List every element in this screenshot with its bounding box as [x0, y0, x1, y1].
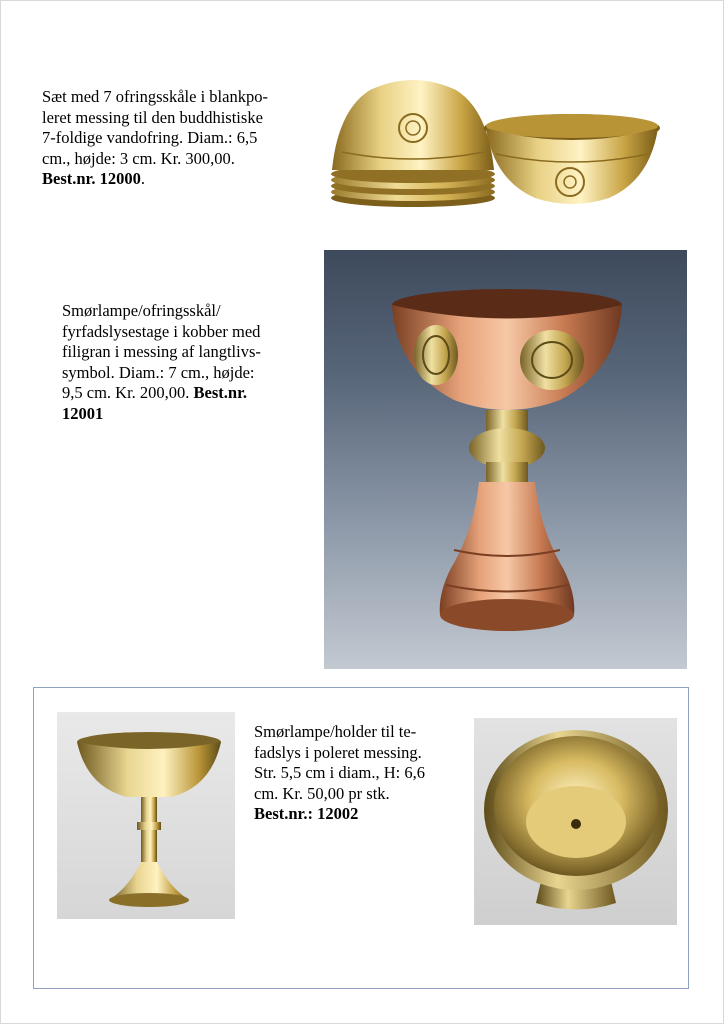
item-12001-description — [62, 301, 302, 424]
description-line: Smørlampe/holder til te- — [254, 722, 417, 741]
copper-butter-lamp-photo — [324, 250, 687, 669]
brass-lamp-side-photo — [57, 712, 235, 919]
description-line: filigran i messing af langtlivs- — [62, 342, 261, 361]
item-12000-description — [42, 87, 317, 190]
description-line: Sæt med 7 ofringsskåle i blankpo- — [42, 87, 268, 106]
order-number-line — [62, 383, 302, 404]
description-line: fadslys i poleret messing. — [254, 742, 422, 762]
order-number: Best.nr.: 12002 — [254, 804, 359, 823]
description-line: 7-foldige vandofring. Diam.: 6,5 — [42, 128, 258, 147]
description-line-last: 9,5 cm. Kr. 200,00. — [62, 383, 194, 402]
brass-lamp-top-photo — [474, 718, 677, 925]
description-line: cm. Kr. 50,00 pr stk. — [254, 783, 390, 803]
description-line: Smørlampe/ofringsskål/ — [62, 301, 221, 320]
order-number: 12001 — [62, 403, 104, 423]
order-label: Best.nr. — [193, 383, 248, 402]
description-line: fyrfadslysestage i kobber med — [62, 321, 261, 341]
item-12002-description — [254, 722, 464, 825]
order-number-line — [42, 169, 317, 190]
order-number-suffix: . — [140, 169, 145, 188]
description-line: leret messing til den buddhistiske — [42, 107, 263, 127]
description-line: Str. 5,5 cm i diam., H: 6,6 — [254, 763, 425, 782]
description-line: symbol. Diam.: 7 cm., højde: — [62, 362, 255, 382]
order-number: Best.nr. 12000 — [42, 169, 141, 188]
description-line: cm., højde: 3 cm. Kr. 300,00. — [42, 148, 235, 168]
offering-bowls-photo — [330, 70, 660, 215]
